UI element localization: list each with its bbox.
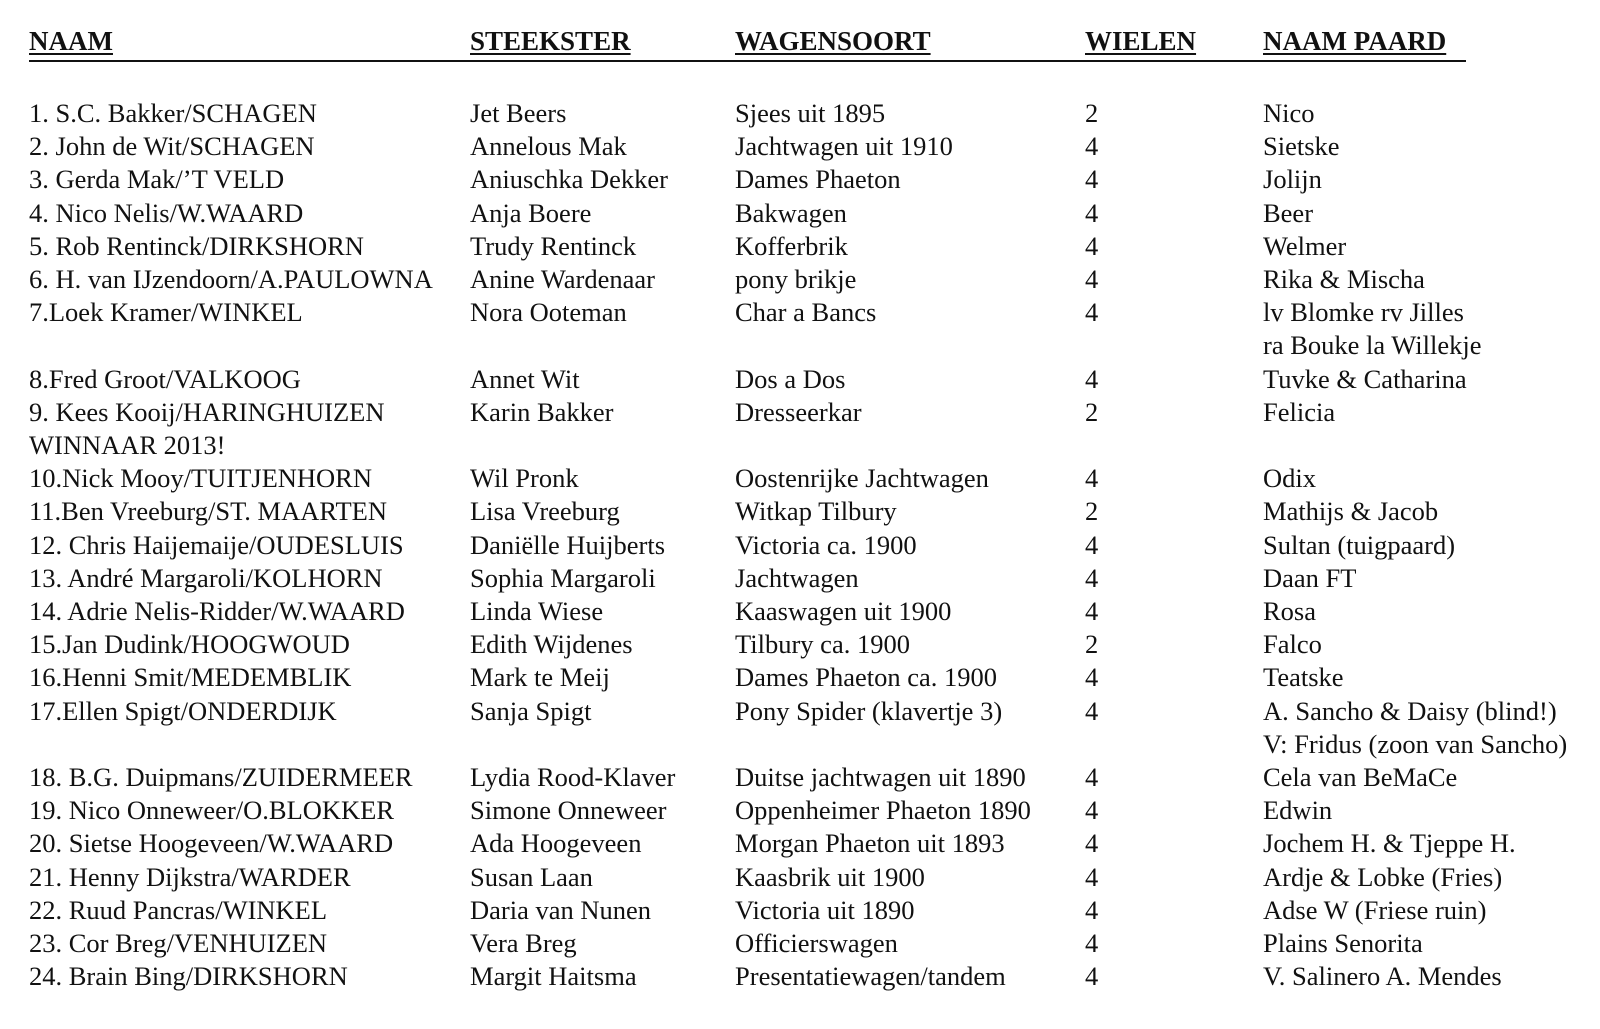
header-naam-paard: NAAM PAARD (1263, 26, 1447, 56)
cell-wielen: 4 (1085, 695, 1099, 726)
cell-wielen: 4 (1085, 463, 1099, 494)
cell-naam: 2. John de Wit/SCHAGEN (29, 131, 315, 162)
cell-naam-paard: Jochem H. & Tjeppe H. (1263, 828, 1516, 859)
cell-wielen: 2 (1085, 98, 1099, 128)
cell-steekster: Simone Onneweer (470, 795, 667, 826)
cell-wielen: 4 (1085, 928, 1099, 958)
cell-steekster: Anja Boere (470, 197, 592, 228)
cell-naam-paard: Teatske (1263, 662, 1344, 693)
cell-naam-paard: Rika & Mischa (1263, 264, 1425, 294)
cell-naam: 24. Brain Bing/DIRKSHORN (29, 961, 348, 992)
header-steekster: STEEKSTER (470, 26, 631, 56)
cell-naam-paard: V: Fridus (zoon van Sancho) (1263, 728, 1568, 759)
cell-naam-paard: ra Bouke la Willekje (1263, 330, 1482, 361)
cell-wielen: 4 (1085, 894, 1099, 925)
cell-naam: 22. Ruud Pancras/WINKEL (29, 894, 328, 925)
cell-naam: 7.Loek Kramer/WINKEL (29, 297, 303, 328)
table-row (0, 927, 1600, 960)
table-row (0, 296, 1600, 329)
table-row (0, 495, 1600, 528)
cell-steekster: Margit Haitsma (470, 961, 637, 992)
cell-naam-paard: A. Sancho & Daisy (blind!) (1263, 695, 1557, 726)
cell-wagensoort: Dames Phaeton ca. 1900 (735, 662, 997, 693)
header-naam: NAAM (29, 26, 113, 56)
cell-naam: 6. H. van IJzendoorn/A.PAULOWNA (29, 264, 433, 294)
cell-wielen: 4 (1085, 596, 1099, 626)
table-row (0, 761, 1600, 794)
cell-naam-paard: Rosa (1263, 596, 1316, 626)
table-row (0, 130, 1600, 163)
cell-naam: 3. Gerda Mak/’T VELD (29, 164, 285, 195)
cell-wielen: 4 (1085, 297, 1099, 328)
cell-wielen: 4 (1085, 197, 1099, 228)
cell-wagensoort: Jachtwagen uit 1910 (735, 131, 953, 162)
cell-naam: 1. S.C. Bakker/SCHAGEN (29, 98, 317, 128)
cell-naam: 18. B.G. Duipmans/ZUIDERMEER (29, 762, 413, 792)
cell-wagensoort: Victoria ca. 1900 (735, 529, 917, 560)
cell-wielen: 4 (1085, 529, 1099, 560)
cell-naam-paard: Daan FT (1263, 562, 1357, 593)
table-row (0, 861, 1600, 894)
cell-wagensoort: Sjees uit 1895 (735, 98, 886, 128)
table-row (0, 529, 1600, 562)
table-row (0, 628, 1600, 661)
cell-wagensoort: Witkap Tilbury (735, 496, 897, 527)
cell-naam: 20. Sietse Hoogeveen/W.WAARD (29, 828, 394, 859)
cell-steekster: Annet Wit (470, 363, 580, 394)
cell-naam: 21. Henny Dijkstra/WARDER (29, 861, 351, 892)
cell-steekster: Ada Hoogeveen (470, 828, 642, 859)
header-wielen: WIELEN (1085, 26, 1197, 56)
table-row (0, 97, 1600, 130)
cell-naam: 17.Ellen Spigt/ONDERDIJK (29, 695, 337, 726)
cell-naam: 14. Adrie Nelis-Ridder/W.WAARD (29, 596, 405, 626)
cell-wielen: 4 (1085, 131, 1099, 162)
cell-naam: 15.Jan Dudink/HOOGWOUD (29, 629, 350, 660)
cell-wagensoort: Duitse jachtwagen uit 1890 (735, 762, 1026, 792)
table-row (0, 695, 1600, 728)
cell-wielen: 2 (1085, 629, 1099, 660)
cell-steekster: Vera Breg (470, 928, 577, 958)
table-row (0, 827, 1600, 860)
cell-naam: 19. Nico Onneweer/O.BLOKKER (29, 795, 395, 826)
cell-naam-paard: Odix (1263, 463, 1316, 494)
cell-naam: 16.Henni Smit/MEDEMBLIK (29, 662, 352, 693)
header-wagensoort: WAGENSOORT (735, 26, 931, 56)
cell-naam-paard: Falco (1263, 629, 1322, 660)
cell-wagensoort: Dresseerkar (735, 396, 862, 427)
cell-naam-paard: Edwin (1263, 795, 1333, 826)
cell-wagensoort: Presentatiewagen/tandem (735, 961, 1006, 992)
table-row (0, 363, 1600, 396)
cell-naam: 4. Nico Nelis/W.WAARD (29, 197, 304, 228)
cell-wagensoort: pony brikje (735, 264, 857, 294)
cell-wagensoort: Kaasbrik uit 1900 (735, 861, 925, 892)
cell-wielen: 4 (1085, 230, 1099, 261)
table-row (0, 960, 1600, 993)
cell-wagensoort: Char a Bancs (735, 297, 877, 328)
cell-steekster: Daria van Nunen (470, 894, 652, 925)
cell-wagensoort: Pony Spider (klavertje 3) (735, 695, 1003, 726)
cell-wielen: 4 (1085, 861, 1099, 892)
cell-naam: 8.Fred Groot/VALKOOG (29, 363, 301, 394)
cell-wielen: 4 (1085, 961, 1099, 992)
cell-wagensoort: Bakwagen (735, 197, 847, 228)
table-row (0, 462, 1600, 495)
table-row (0, 230, 1600, 263)
cell-wielen: 4 (1085, 795, 1099, 826)
cell-naam-paard: Welmer (1263, 230, 1347, 261)
cell-naam: WINNAAR 2013! (29, 430, 226, 460)
cell-naam-paard: Mathijs & Jacob (1263, 496, 1439, 527)
cell-wielen: 4 (1085, 762, 1099, 792)
cell-steekster: Jet Beers (470, 98, 567, 128)
cell-wielen: 2 (1085, 396, 1099, 427)
cell-wagensoort: Dames Phaeton (735, 164, 901, 195)
table-row (0, 263, 1600, 296)
cell-naam-paard: Adse W (Friese ruin) (1263, 894, 1487, 925)
cell-naam-paard: Nico (1263, 98, 1315, 128)
cell-naam: 5. Rob Rentinck/DIRKSHORN (29, 230, 364, 261)
cell-wagensoort: Officierswagen (735, 928, 898, 958)
cell-naam-paard: V. Salinero A. Mendes (1263, 961, 1502, 992)
cell-naam: 13. André Margaroli/KOLHORN (29, 562, 383, 593)
cell-steekster: Susan Laan (470, 861, 593, 892)
cell-steekster: Wil Pronk (470, 463, 579, 494)
cell-naam-paard: Felicia (1263, 396, 1336, 427)
cell-wagensoort: Kaaswagen uit 1900 (735, 596, 952, 626)
table-row (0, 794, 1600, 827)
table-row (0, 429, 1600, 462)
cell-steekster: Aniuschka Dekker (470, 164, 668, 195)
cell-naam-paard: Cela van BeMaCe (1263, 762, 1458, 792)
cell-naam: 23. Cor Breg/VENHUIZEN (29, 928, 328, 958)
cell-steekster: Anine Wardenaar (470, 264, 655, 294)
cell-naam-paard: Tuvke & Catharina (1263, 363, 1467, 394)
cell-wagensoort: Tilbury ca. 1900 (735, 629, 910, 660)
cell-naam: 12. Chris Haijemaije/OUDESLUIS (29, 529, 404, 560)
cell-wagensoort: Morgan Phaeton uit 1893 (735, 828, 1005, 859)
table-row (0, 894, 1600, 927)
cell-wagensoort: Dos a Dos (735, 363, 846, 394)
table-row (0, 329, 1600, 362)
table-row (0, 197, 1600, 230)
cell-naam-paard: Plains Senorita (1263, 928, 1423, 958)
table-row (0, 595, 1600, 628)
table-row (0, 562, 1600, 595)
table-header (0, 26, 1600, 62)
cell-steekster: Sophia Margaroli (470, 562, 656, 593)
cell-naam-paard: lv Blomke rv Jilles (1263, 297, 1464, 328)
cell-wielen: 2 (1085, 496, 1099, 527)
table-row (0, 396, 1600, 429)
cell-wagensoort: Oostenrijke Jachtwagen (735, 463, 989, 494)
cell-steekster: Sanja Spigt (470, 695, 592, 726)
cell-steekster: Trudy Rentinck (470, 230, 637, 261)
cell-steekster: Mark te Meij (470, 662, 610, 693)
cell-naam-paard: Jolijn (1263, 164, 1322, 195)
table-row (0, 728, 1600, 761)
cell-naam-paard: Ardje & Lobke (Fries) (1263, 861, 1503, 892)
cell-wielen: 4 (1085, 264, 1099, 294)
cell-naam-paard: Sietske (1263, 131, 1340, 162)
cell-wielen: 4 (1085, 164, 1099, 195)
cell-wielen: 4 (1085, 363, 1099, 394)
cell-steekster: Karin Bakker (470, 396, 614, 427)
cell-naam-paard: Beer (1263, 197, 1314, 228)
cell-naam: 10.Nick Mooy/TUITJENHORN (29, 463, 372, 494)
cell-steekster: Annelous Mak (470, 131, 627, 162)
cell-naam-paard: Sultan (tuigpaard) (1263, 529, 1456, 560)
table-row (0, 163, 1600, 196)
cell-steekster: Lydia Rood-Klaver (470, 762, 676, 792)
cell-steekster: Nora Ooteman (470, 297, 627, 328)
cell-steekster: Daniëlle Huijberts (470, 529, 666, 560)
cell-wielen: 4 (1085, 662, 1099, 693)
cell-steekster: Linda Wiese (470, 596, 604, 626)
cell-wagensoort: Kofferbrik (735, 230, 848, 261)
header-rule (29, 60, 1466, 62)
cell-wagensoort: Jachtwagen (735, 562, 859, 593)
cell-wagensoort: Oppenheimer Phaeton 1890 (735, 795, 1031, 826)
table-row (0, 661, 1600, 694)
cell-wielen: 4 (1085, 562, 1099, 593)
cell-steekster: Edith Wijdenes (470, 629, 633, 660)
cell-naam: 9. Kees Kooij/HARINGHUIZEN (29, 396, 385, 427)
cell-wielen: 4 (1085, 828, 1099, 859)
cell-naam: 11.Ben Vreeburg/ST. MAARTEN (29, 496, 387, 527)
cell-steekster: Lisa Vreeburg (470, 496, 620, 527)
cell-wagensoort: Victoria uit 1890 (735, 894, 915, 925)
